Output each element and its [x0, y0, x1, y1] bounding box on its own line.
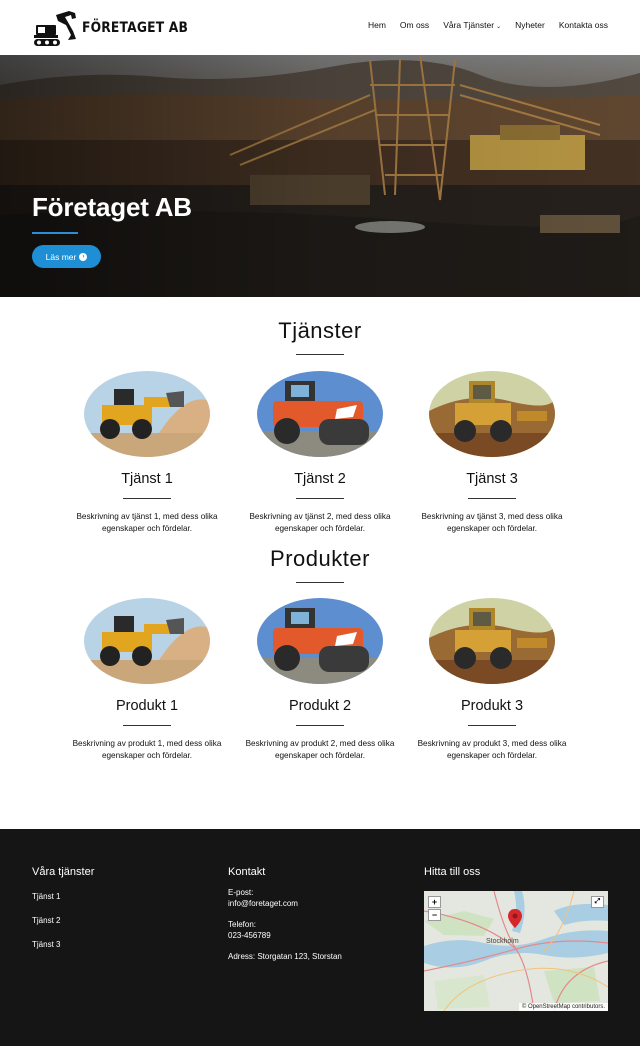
- product-name: Produkt 2: [288, 698, 352, 714]
- product-name: Produkt 3: [460, 698, 524, 714]
- footer-link-service-1[interactable]: Tjänst 1: [32, 892, 61, 901]
- phone-link[interactable]: 023-456789: [228, 931, 271, 940]
- footer-link-service-2[interactable]: Tjänst 2: [32, 916, 61, 925]
- wheel-loader-image: [84, 598, 210, 684]
- email-label: E-post:: [228, 888, 254, 897]
- service-name: Tjänst 2: [294, 471, 346, 487]
- service-description: Beskrivning av tjänst 1, med dess olika egenskaper och fördelar.: [76, 512, 218, 533]
- footer-services-title: Våra tjänster: [32, 866, 95, 878]
- service-card: [72, 371, 222, 534]
- svg-text:Stockholm: Stockholm: [486, 938, 519, 945]
- map-tiles: [424, 891, 608, 1011]
- location-map[interactable]: [424, 891, 608, 1011]
- product-name: Produkt 1: [115, 698, 179, 714]
- address-text: Adress: Storgatan 123, Storstan: [228, 952, 342, 961]
- phone-label: Telefon:: [228, 920, 257, 929]
- map-zoom-in-button[interactable]: +: [428, 896, 441, 908]
- bulldozer-image: [429, 598, 555, 684]
- road-roller-image: [257, 598, 383, 684]
- nav-item-nyheter[interactable]: Nyheter: [515, 20, 545, 30]
- nav-item-kontakta-oss[interactable]: Kontakta oss: [558, 20, 608, 30]
- card-divider: [123, 725, 171, 726]
- logo[interactable]: [32, 8, 203, 48]
- service-card: [245, 371, 395, 534]
- excavator-icon: [32, 9, 78, 47]
- hero-divider: [32, 232, 78, 234]
- wheel-loader-image: [84, 371, 210, 457]
- services-divider: [296, 354, 344, 355]
- site-footer: [0, 829, 640, 1046]
- service-card: [417, 371, 567, 534]
- product-description: Beskrivning av produkt 1, med dess olika egenskaper och fördelar.: [72, 739, 222, 760]
- nav-item-hem[interactable]: Hem: [367, 20, 386, 30]
- product-card: [72, 598, 222, 761]
- services-title: Tjänster: [278, 318, 362, 343]
- service-description: Beskrivning av tjänst 3, med dess olika egenskaper och fördelar.: [421, 512, 563, 533]
- bulldozer-image: [429, 371, 555, 457]
- card-divider: [296, 498, 344, 499]
- email-link[interactable]: info@foretaget.com: [228, 899, 298, 908]
- products-divider: [296, 582, 344, 583]
- read-more-label: Läs mer: [45, 251, 77, 262]
- site-header: [0, 0, 640, 55]
- footer-link-service-3[interactable]: Tjänst 3: [32, 940, 61, 949]
- main-nav: [368, 20, 608, 30]
- hero-banner: [0, 55, 640, 297]
- card-divider: [468, 498, 516, 499]
- nav-item-om-oss[interactable]: Om oss: [399, 20, 430, 30]
- fullscreen-icon[interactable]: ⤢: [591, 896, 604, 908]
- product-description: Beskrivning av produkt 2, med dess olika egenskaper och fördelar.: [245, 739, 395, 760]
- card-divider: [123, 498, 171, 499]
- card-divider: [468, 725, 516, 726]
- service-name: Tjänst 3: [466, 471, 518, 487]
- arrow-right-icon: ›: [79, 253, 87, 261]
- products-title: Produkter: [270, 546, 370, 571]
- product-card: [417, 598, 567, 761]
- road-roller-image: [257, 371, 383, 457]
- map-attribution[interactable]: © OpenStreetMap contributors.: [519, 1003, 608, 1011]
- brand-name: FÖRETAGET AB: [82, 20, 189, 36]
- hero-title: Företaget AB: [32, 192, 192, 222]
- card-divider: [296, 725, 344, 726]
- chevron-down-icon: ⌄: [496, 24, 502, 30]
- product-description: Beskrivning av produkt 3, med dess olika egenskaper och fördelar.: [417, 739, 567, 760]
- nav-item-vara-tjanster[interactable]: [443, 20, 501, 30]
- nav-item-label: Våra Tjänster: [443, 20, 495, 30]
- read-more-button[interactable]: [32, 245, 101, 268]
- footer-map-title: Hitta till oss: [424, 866, 481, 878]
- service-name: Tjänst 1: [121, 471, 173, 487]
- product-card: [245, 598, 395, 761]
- service-description: Beskrivning av tjänst 2, med dess olika egenskaper och fördelar.: [249, 512, 391, 533]
- footer-contact-title: Kontakt: [228, 866, 266, 878]
- map-zoom-out-button[interactable]: −: [428, 909, 441, 921]
